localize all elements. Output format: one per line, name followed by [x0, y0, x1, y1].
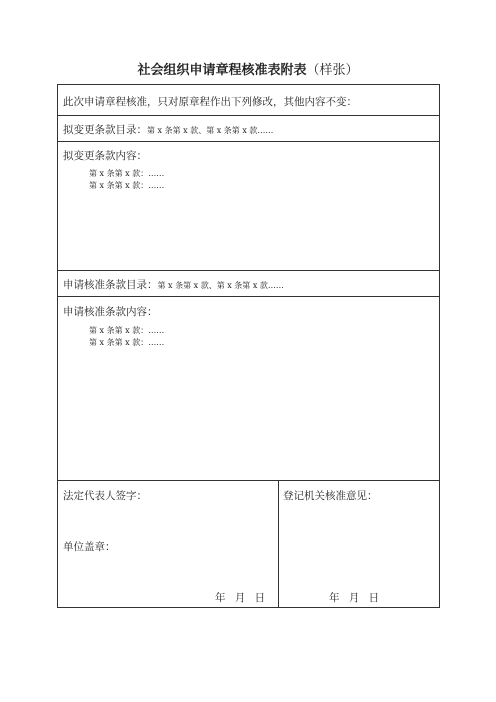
left-date-field[interactable]: 年 月 日: [215, 592, 266, 604]
approval-clauses-list-label: 申请核准条款目录：: [63, 279, 158, 291]
intro-text: 此次申请章程核准，只对原章程作出下列修改，其他内容不变：: [63, 96, 357, 108]
column-divider: [278, 481, 279, 607]
approval-clauses-list-field[interactable]: [63, 277, 284, 292]
signature-row: [58, 481, 439, 607]
title-main: 社会组织申请章程核准表附表: [137, 63, 307, 78]
proposed-clauses-content-row[interactable]: [58, 142, 439, 271]
page-title: [0, 59, 496, 78]
proposed-clauses-list-field[interactable]: [63, 122, 273, 137]
approval-clauses-content-row[interactable]: [58, 297, 439, 481]
proposed-clause-item-2: 第 x 条第 x 款：……: [89, 181, 165, 190]
approval-clauses-content-label: 申请核准条款内容：: [63, 306, 158, 318]
proposed-clauses-content-label: 拟变更条款内容：: [63, 150, 147, 162]
legal-representative-signature-field[interactable]: 法定代表人签字：: [63, 490, 147, 502]
approval-clause-item-2: 第 x 条第 x 款：……: [89, 338, 165, 347]
approval-form-table: [57, 84, 440, 608]
proposed-clauses-list-label: 拟变更条款目录：: [63, 124, 147, 136]
approval-clause-item-1: 第 x 条第 x 款：……: [89, 326, 165, 335]
title-suffix: （样张）: [306, 63, 359, 78]
intro-row: [58, 85, 439, 116]
registration-authority-opinion-field[interactable]: 登记机关核准意见：: [283, 490, 378, 502]
proposed-clauses-list-row: [58, 116, 439, 142]
approval-clauses-list-value: 第 x 条第 x 款、第 x 条第 x 款……: [157, 281, 284, 290]
approval-clauses-list-row: [58, 271, 439, 297]
unit-seal-field[interactable]: 单位盖章：: [63, 541, 116, 553]
proposed-clauses-list-value: 第 x 条第 x 款、第 x 条第 x 款……: [147, 126, 274, 135]
right-date-field[interactable]: 年 月 日: [329, 592, 380, 604]
proposed-clause-item-1: 第 x 条第 x 款：……: [89, 169, 165, 178]
